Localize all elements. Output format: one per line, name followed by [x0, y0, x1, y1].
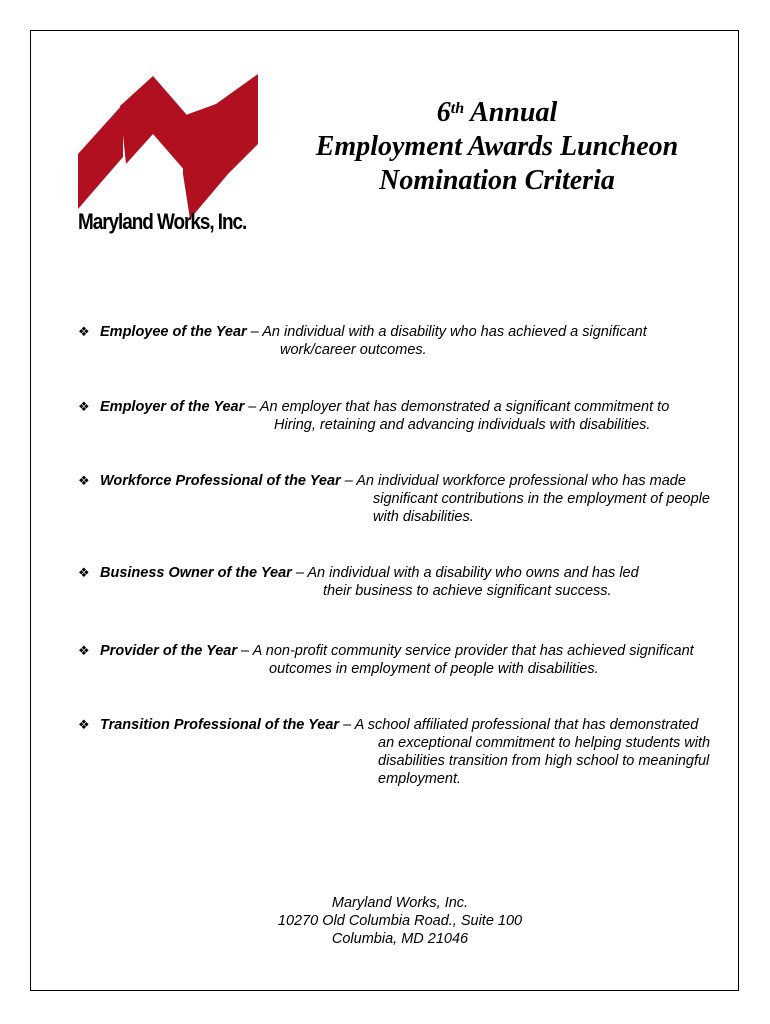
- criteria-description-line: An individual workforce professional who has made: [356, 473, 686, 489]
- criteria-description-line: work/career outcomes.: [280, 342, 427, 358]
- title-line-2: Employment Awards Luncheon: [315, 131, 679, 162]
- diamond-bullet-icon: ❖: [78, 399, 90, 414]
- criteria-item: [78, 323, 647, 358]
- footer-line-1: Maryland Works, Inc.: [331, 895, 469, 911]
- criteria-description-line: with disabilities.: [373, 509, 474, 525]
- criteria-dash: –: [291, 565, 308, 581]
- logo-wordmark: Maryland Works, Inc.: [78, 209, 247, 234]
- criteria-description-line: An employer that has demonstrated a significant commitment to: [259, 399, 670, 415]
- criteria-dash: –: [339, 717, 355, 733]
- criteria-description-line: Hiring, retaining and advancing individuals with disabilities.: [274, 417, 651, 433]
- criteria-description-line: An individual with a disability who owns and has led: [307, 565, 639, 581]
- diamond-bullet-icon: ❖: [78, 324, 90, 339]
- criteria-item: [78, 716, 711, 787]
- criteria-description-line: employment.: [378, 771, 462, 787]
- criteria-description-line: disabilities transition from high school to meaningful: [378, 753, 710, 769]
- diamond-bullet-icon: ❖: [78, 565, 90, 580]
- title-line-1: [280, 96, 714, 130]
- criteria-item: [78, 564, 639, 599]
- criteria-description-line: An individual with a disability who has achieved a significant: [262, 324, 647, 340]
- criteria-description-line: outcomes in employment of people with disabilities.: [269, 661, 599, 677]
- diamond-bullet-icon: ❖: [78, 473, 90, 488]
- criteria-description-line: A non-profit community service provider that has achieved significant: [252, 643, 694, 659]
- footer-line-2: 10270 Old Columbia Road., Suite 100: [277, 913, 523, 929]
- criteria-description-line: their business to achieve significant success.: [323, 583, 612, 599]
- criteria-dash: –: [340, 473, 357, 489]
- diamond-bullet-icon: ❖: [78, 643, 90, 658]
- criteria-name: Workforce Professional of the Year: [100, 473, 341, 489]
- criteria-dash: –: [244, 399, 260, 415]
- criteria-name: Employee of the Year: [100, 324, 247, 340]
- criteria-name: Employer of the Year: [100, 399, 245, 415]
- criteria-item: [78, 398, 670, 433]
- criteria-description-line: significant contributions in the employment of people: [373, 491, 710, 507]
- criteria-dash: –: [246, 324, 263, 340]
- criteria-description-line: an exceptional commitment to helping students with: [378, 735, 711, 751]
- criteria-dash: –: [237, 643, 253, 659]
- title-annual: Annual: [470, 97, 558, 128]
- criteria-name: Business Owner of the Year: [100, 565, 292, 581]
- criteria-item: [78, 472, 710, 525]
- criteria-name: Transition Professional of the Year: [100, 717, 340, 733]
- criteria-name: Provider of the Year: [100, 643, 237, 659]
- footer-line-3: Columbia, MD 21046: [331, 931, 469, 947]
- title-ordinal-number: 6: [436, 97, 451, 128]
- criteria-description-line: A school affiliated professional that has demonstrated: [354, 717, 699, 733]
- criteria-item: [78, 642, 694, 677]
- title-line-3: Nomination Criteria: [379, 165, 615, 196]
- diamond-bullet-icon: ❖: [78, 717, 90, 732]
- title-ordinal-suffix: th: [450, 100, 465, 117]
